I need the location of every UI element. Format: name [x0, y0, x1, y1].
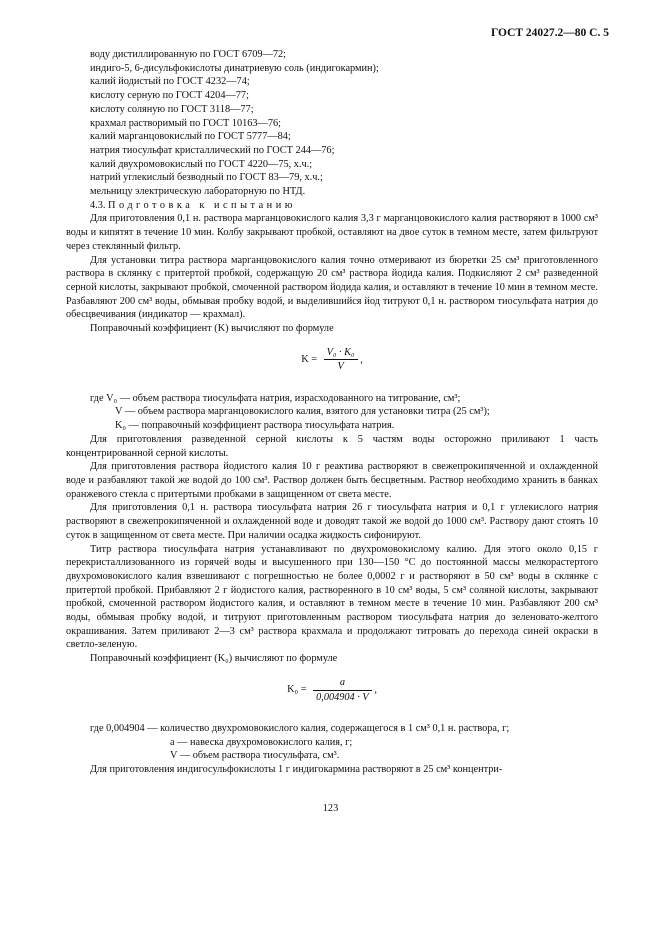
formula-k	[66, 346, 598, 382]
paragraph: Поправочный коэффициент (K₀) вычисляют по формуле	[90, 653, 338, 665]
section-title: Подготовка к испытанию	[108, 199, 296, 211]
section-number: 4.3.	[90, 199, 106, 211]
list-item: калий йодистый по ГОСТ 4232—74;	[90, 76, 250, 88]
list-item: крахмал растворимый по ГОСТ 10163—76;	[90, 117, 282, 129]
formula-tail: ,	[374, 684, 377, 696]
list-item: натрий углекислый безводный по ГОСТ 83—79, х.ч.;	[90, 172, 323, 184]
legend-line: где 0,004904 — количество двухромовокислого калия, содержащегося в 1 см³ 0,1 н. раствора, г;	[90, 722, 510, 734]
paragraph: Для приготовления разведенной серной кислоты к 5 частям воды осторожно приливают 1 часть концентрированной серной кислоты.	[66, 433, 598, 459]
list-item: калий двухромовокислый по ГОСТ 4220—75, х.ч.;	[90, 158, 313, 170]
formula-lhs: K₀ =	[287, 684, 307, 696]
paragraph: Поправочный коэффициент (K) вычисляют по формуле	[90, 323, 334, 335]
formula-tail: ,	[360, 354, 363, 366]
denominator: V	[337, 361, 344, 373]
section-heading	[90, 199, 598, 213]
page-content	[66, 48, 598, 777]
legend-line: V — объем раствора тиосульфата, см³.	[170, 750, 340, 762]
page-number: 123	[322, 803, 339, 815]
fraction	[313, 676, 372, 704]
list-item: воду дистиллированную по ГОСТ 6709—72;	[90, 49, 287, 60]
list-item: мельницу электрическую лабораторную по НТД.	[90, 186, 306, 198]
formula-k0	[66, 676, 598, 712]
formula-lhs: K =	[301, 354, 318, 366]
paragraph: Для приготовления раствора йодистого калия 10 г реактива растворяют в свежепрокипяченной и охлажденной воде и разбавляют такой же водой до 100 см³. Раствор должен быть бесцветным. Раствор необходимо хранить в банках оранжевого стекла с притертыми пробками в защищенном от света месте.	[66, 461, 598, 500]
legend-line: V — объем раствора марганцовокислого калия, взятого для установки титра (25 см³);	[115, 406, 490, 418]
fraction	[324, 346, 358, 374]
numerator: V₀ · K₀	[324, 346, 358, 361]
paragraph: Для приготовления 0,1 н. раствора марганцовокислого калия 3,3 г марганцовокислого калия растворяют в 1000 см³ воды и кипятят в течение 10 мин. Колбу закрывают пробкой, оставляют на двое суток в темном месте, затем фильтруют через стеклянный фильтр.	[66, 213, 598, 252]
list-item: кислоту соляную по ГОСТ 3118—77;	[90, 103, 254, 115]
denominator: 0,004904 · V	[316, 691, 369, 703]
page-header: ГОСТ 24027.2—80 С. 5	[490, 27, 609, 39]
list-item: кислоту серную по ГОСТ 4204—77;	[90, 90, 249, 102]
list-item: калий марганцовокислый по ГОСТ 5777—84;	[90, 131, 291, 143]
list-item: натрия тиосульфат кристаллический по ГОСТ 244—76;	[90, 144, 335, 156]
legend-line: K₀ — поправочный коэффициент раствора тиосульфата натрия.	[115, 420, 395, 432]
formula-legend	[90, 392, 598, 433]
numerator: a	[313, 676, 372, 691]
legend-line: a — навеска двухромовокислого калия, г;	[170, 736, 353, 748]
reagent-list	[90, 48, 598, 199]
paragraph: Для приготовления 0,1 н. раствора тиосульфата натрия 26 г тиосульфата натрия и 0,1 г углекислого натрия растворяют в свежепрокипяченной и охлажденной воде и доводят такой же водой до 1000 см³. Раствору дают стоять 10 суток в защищенном от света месте. При наличии осадка жидкость сифонируют.	[66, 502, 598, 541]
paragraph: Титр раствора тиосульфата натрия устанавливают по двухромовокислому калию. Для этого около 0,15 г перекристаллизованного из горячей воды и высушенного при 130—150 °С до постоянной массы мелкорастертого двухромовокислого калия взвешивают с погрешностью не более 0,0002 г и растворяют в 50 см³ воды в склянке с притертой пробкой. Прибавляют 2 г йодистого калия, растворенного в 10 см³ воды, 5 см³ соляной кислоты, закрывают пробкой, смоченной раствором йодистого калия, и оставляют в темном месте в течение 10 мин. Разбавляют 200 см³ воды, обмывая пробку водой, и титруют приготовленным раствором тиосульфата натрия до зеленовато-желтого окрашивания. Затем приливают 2—3 см³ раствора крахмала и продолжают титровать до перехода синей окраски в светло-зеленую.	[66, 543, 598, 651]
paragraph: Для установки титра раствора марганцовокислого калия точно отмеривают из бюретки 25 см³ приготовленного раствора в склянку с притертой пробкой, содержащую 20 см³ раствора йодида калия. Подкисляют 2 см³ разведенной серной кислоты, закрывают пробкой, смоченной раствором йодида калия, и оставляют в течение 10 мин в темном месте. Разбавляют 200 см³ воды, обмывая пробку водой, и выделившийся йод титруют 0,1 н. раствором тиосульфата натрия до обесцвечивания (индикатор — крахмал).	[66, 254, 598, 321]
formula-legend	[90, 722, 598, 763]
list-item: индиго-5, 6-дисульфокислоты динатриевую соль (индигокармин);	[90, 62, 379, 74]
paragraph: Для приготовления индигосульфокислоты 1 г индигокармина растворяют в 25 см³ концентри-	[90, 763, 503, 775]
legend-line: где V₀ — объем раствора тиосульфата натрия, израсходованного на титрование, см³;	[90, 392, 461, 404]
